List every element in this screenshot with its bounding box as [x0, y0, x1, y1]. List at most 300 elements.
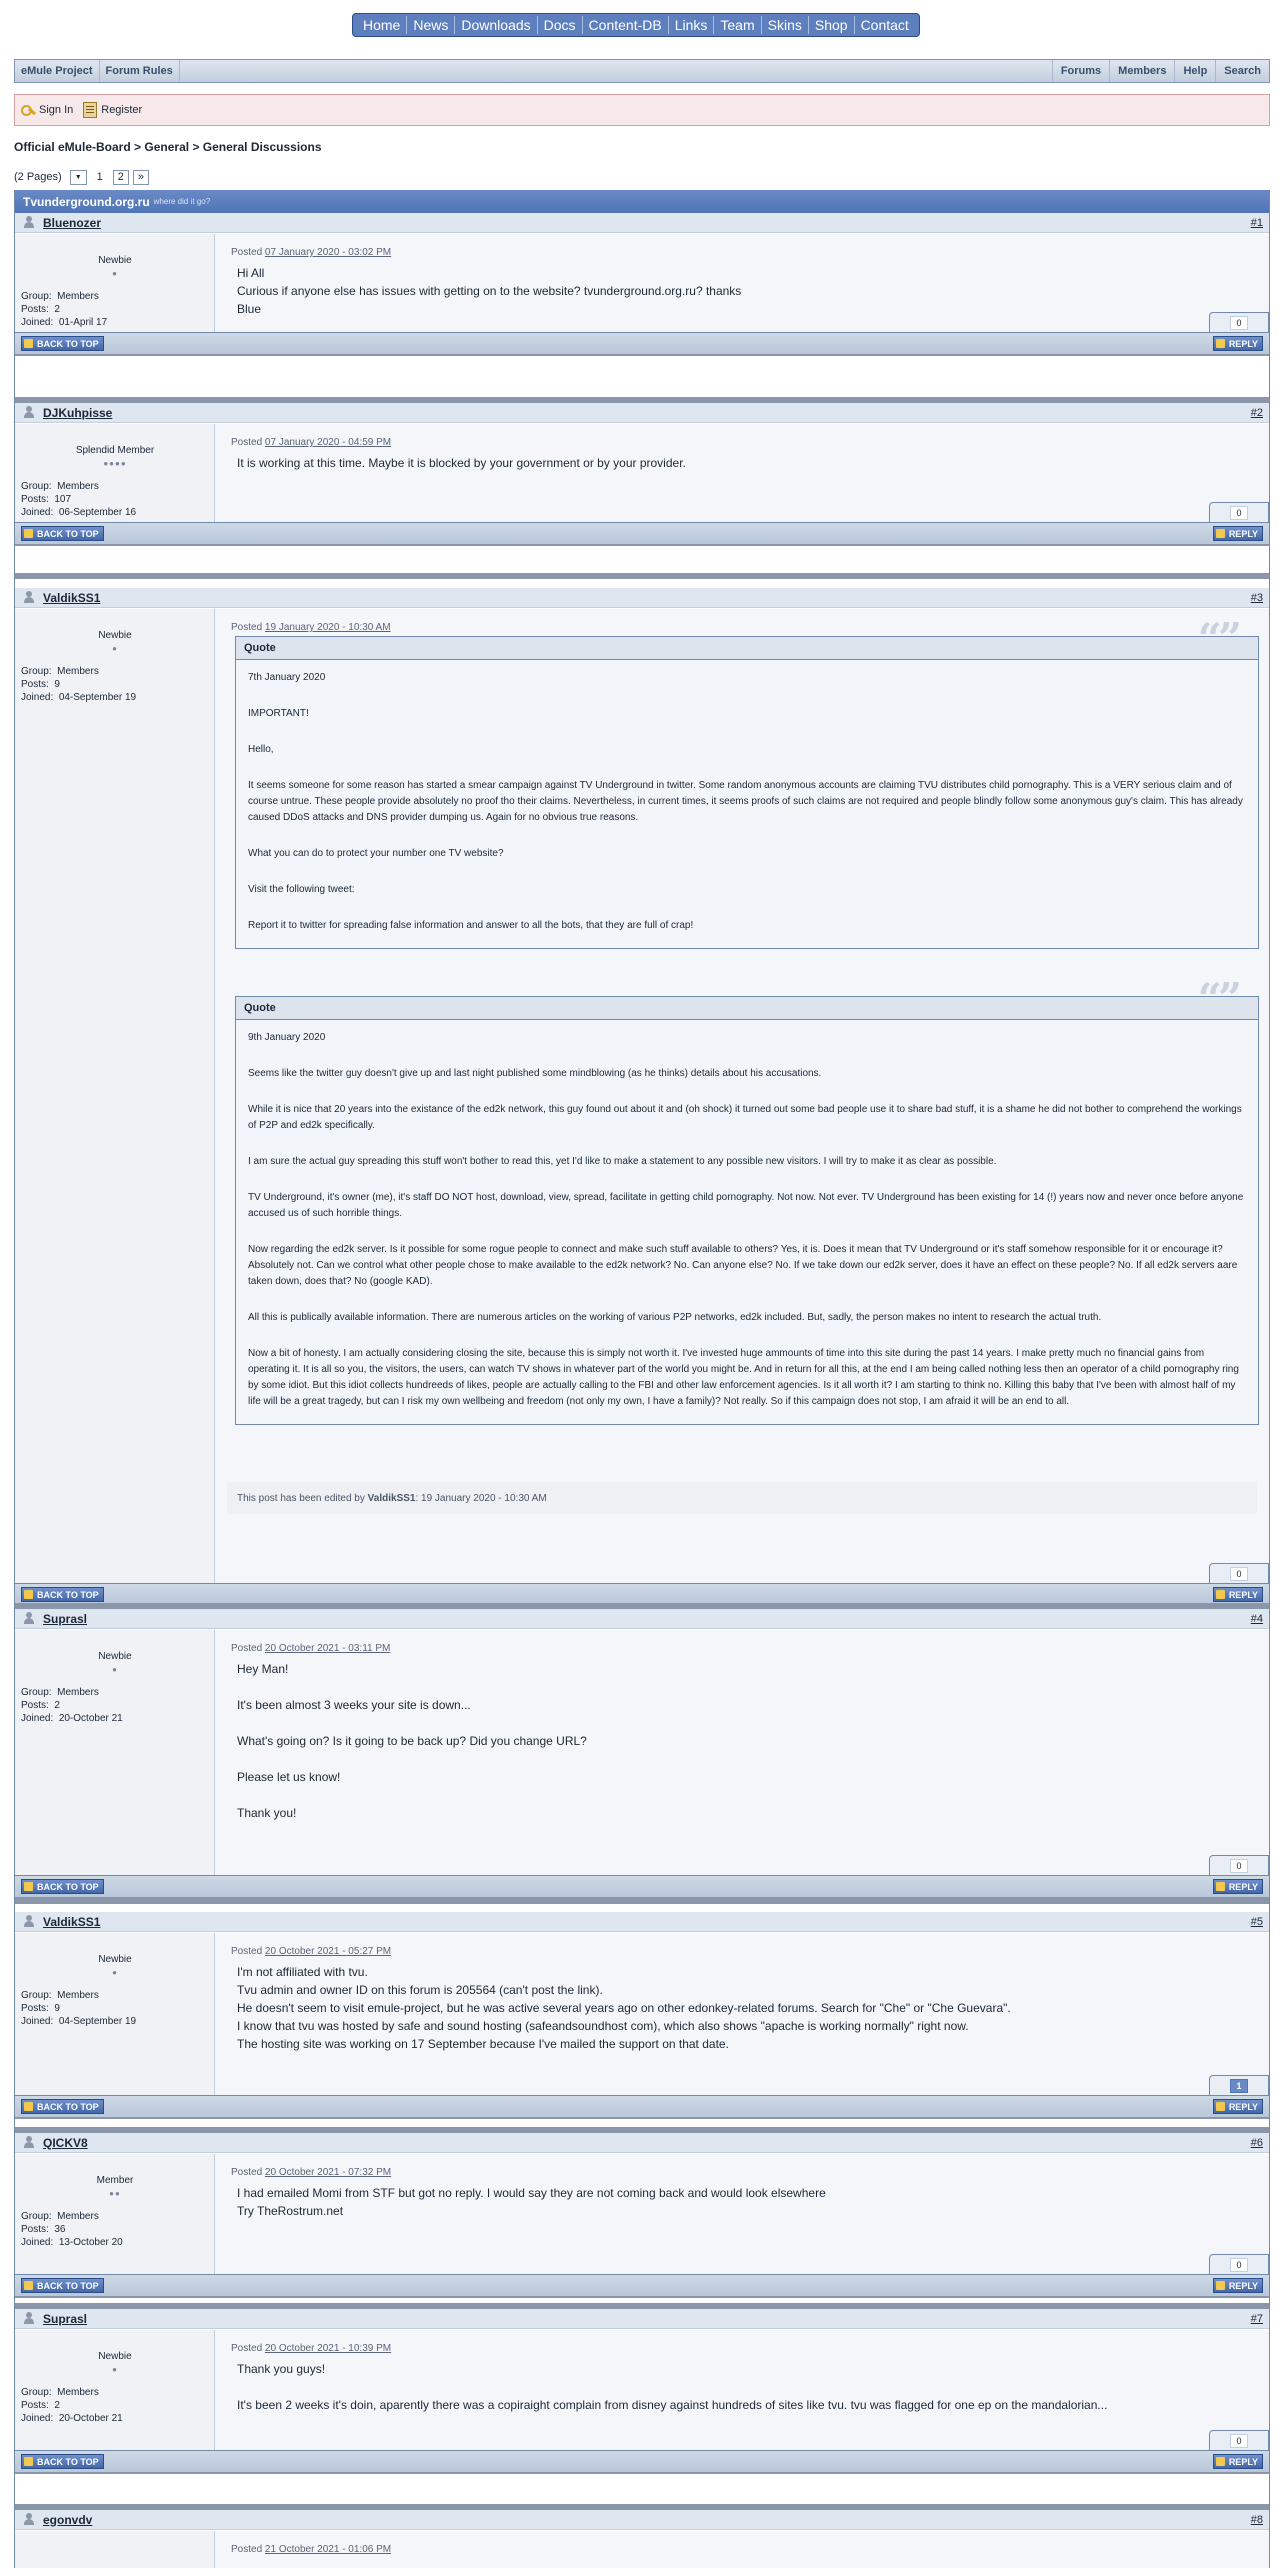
user-offline-icon	[23, 591, 35, 604]
joined-value: 13-October 20	[58, 2237, 123, 2248]
joined-label: Joined:	[21, 2413, 54, 2424]
back-to-top-button[interactable]	[21, 526, 104, 541]
quote-title: Quote	[244, 1002, 276, 1014]
author-panel	[15, 234, 215, 332]
author-panel	[15, 424, 215, 522]
group-label: Group:	[21, 291, 52, 302]
group-label: Group:	[21, 481, 52, 492]
arrow-up-icon	[24, 339, 33, 348]
reputation-box	[1209, 1563, 1269, 1583]
post-content	[215, 1933, 1269, 2095]
pagination	[14, 169, 149, 185]
arrow-up-icon	[24, 2457, 33, 2466]
post-line: I'm not affiliated with tvu.	[237, 1965, 368, 1979]
post-author[interactable]: ValdikSS1	[43, 1914, 101, 1929]
post-date-link[interactable]: 07 January 2020 - 04:59 PM	[264, 437, 392, 448]
group-label: Group:	[21, 2211, 52, 2222]
post-header	[15, 1609, 1269, 1629]
back-to-top-label: BACK TO TOP	[37, 2456, 99, 2467]
quote-icon	[1216, 1882, 1225, 1891]
post-number[interactable]: #7	[1250, 2312, 1263, 2325]
joined-label: Joined:	[21, 2016, 54, 2027]
post-author[interactable]: Suprasl	[43, 2311, 88, 2326]
posts-label: Posts:	[21, 679, 49, 690]
post-body	[15, 609, 1269, 1583]
member-rank: Splendid Member	[75, 445, 155, 456]
post-date-link[interactable]: 20 October 2021 - 10:39 PM	[264, 2343, 392, 2354]
back-to-top-label: BACK TO TOP	[37, 338, 99, 349]
posted-label: Posted	[231, 2343, 263, 2354]
quote-icon	[1216, 529, 1225, 538]
link-search[interactable]: Search	[1215, 60, 1269, 82]
post-text	[237, 454, 1257, 472]
post-text	[237, 2184, 1257, 2220]
page-link-1[interactable]: 1	[96, 171, 103, 183]
joined-value: 04-September 19	[58, 692, 137, 703]
post-date-link[interactable]: 20 October 2021 - 03:11 PM	[264, 1643, 391, 1654]
member-rank: Newbie	[98, 2351, 132, 2362]
reply-label: REPLY	[1228, 1881, 1258, 1892]
quote-icon	[1216, 1590, 1225, 1599]
back-to-top-label: BACK TO TOP	[37, 528, 99, 539]
post-content	[215, 2154, 1269, 2274]
arrow-up-icon	[24, 2281, 33, 2290]
reputation-box	[1209, 312, 1269, 332]
group-value: Members	[57, 2387, 99, 2398]
post-content	[215, 2531, 1269, 2568]
member-rank: Newbie	[98, 1651, 132, 1662]
post-date	[231, 437, 391, 448]
reply-button[interactable]	[1213, 1587, 1263, 1602]
nav-docs[interactable]: Docs	[538, 16, 583, 34]
user-offline-icon	[23, 216, 35, 229]
post-footer	[15, 522, 1269, 546]
joined-label: Joined:	[21, 1713, 54, 1724]
reply-button[interactable]	[1213, 336, 1263, 351]
posted-label: Posted	[231, 1946, 263, 1957]
author-panel	[15, 2154, 215, 2274]
quote-icon	[1216, 2281, 1225, 2290]
joined-label: Joined:	[21, 692, 54, 703]
post-body	[15, 2154, 1269, 2274]
posts-label: Posts:	[21, 304, 49, 315]
rank-pips: ●●●●	[103, 459, 127, 468]
group-value: Members	[57, 1687, 99, 1698]
post-text	[237, 1660, 1257, 1822]
group-label: Group:	[21, 1687, 52, 1698]
post-header	[15, 1912, 1269, 1932]
post-date	[231, 247, 391, 258]
author-info	[21, 290, 107, 329]
reputation-count: 0	[1230, 316, 1247, 330]
post-date-link[interactable]: 19 January 2020 - 10:30 AM	[264, 622, 391, 633]
quote-paragraph: While it is nice that 20 years into the existance of the ed2k network, this guy found out about it and (oh shock) it turned out some bad people use it to share bad stuff, it is a shame he did not bother to comprehend the workings of P2P and ed2k specifically.	[248, 1104, 1242, 1131]
post-5	[15, 1912, 1269, 2127]
post-text	[237, 1963, 1257, 2053]
post-paragraph: Hey Man!	[237, 1662, 289, 1676]
post-date-link[interactable]: 20 October 2021 - 05:27 PM	[264, 1946, 392, 1957]
reply-label: REPLY	[1228, 2280, 1258, 2291]
member-rank: Newbie	[98, 255, 132, 266]
post-body	[15, 1630, 1269, 1875]
quote-paragraph: Seems like the twitter guy doesn't give up and last night published some mindblowing (as he thinks) details about his accusations.	[248, 1068, 822, 1079]
nav-content-db[interactable]: Content-DB	[583, 16, 669, 34]
group-value: Members	[57, 291, 99, 302]
breadcrumb-board[interactable]: Official eMule-Board	[14, 140, 131, 154]
posts-value: 9	[54, 2003, 60, 2014]
post-date	[231, 1643, 390, 1654]
quote-icon	[1216, 2457, 1225, 2466]
nav-shop[interactable]: Shop	[809, 16, 855, 34]
user-offline-icon	[23, 406, 35, 419]
posts-value: 36	[54, 2224, 66, 2235]
quote-paragraph: Now regarding the ed2k server. Is it possible for some rogue people to connect and make such stuff available to others? Yes, it is. Does it mean that TV Underground or it's staff somehow responsible for it or encourage it? Absolutely not. Can we control what other people chose to make available to the ed2k network? No. Can anyone else? No. If we take down our ed2k server, does it have an effect on these people? No. If all ed2k servers aare taken down, does that? No (google KAD).	[248, 1244, 1238, 1287]
back-to-top-label: BACK TO TOP	[37, 2101, 99, 2112]
post-line: Tvu admin and owner ID on this forum is 205564 (can't post the link).	[237, 1983, 603, 1997]
post-author[interactable]: Bluenozer	[43, 215, 102, 230]
post-line: Hi All	[237, 266, 265, 280]
nav-home[interactable]: Home	[357, 16, 407, 34]
post-paragraph: Please let us know!	[237, 1770, 341, 1784]
quote-paragraph: What you can do to protect your number one TV website?	[248, 848, 504, 859]
back-to-top-button[interactable]	[21, 2099, 104, 2114]
posts-value: 2	[54, 304, 60, 315]
group-label: Group:	[21, 2387, 52, 2398]
post-line: The hosting site was working on 17 September because I've mailed the support on that date.	[237, 2037, 729, 2051]
post-line: I know that tvu was hosted by safe and sound hosting (safeandsoundhost com), which also shows "apache is working normally" right now.	[237, 2019, 969, 2033]
post-7	[15, 2309, 1269, 2479]
post-body	[15, 1933, 1269, 2095]
posts-label: Posts:	[21, 2224, 49, 2235]
edit-note-prefix: This post has been edited by	[237, 1492, 365, 1504]
quote-paragraph: Visit the following tweet:	[248, 884, 355, 895]
post-line: He doesn't seem to visit emule-project, but he was active several years ago on other edonkey-related forums. Search for "Che" or "Che Guevara".	[237, 2001, 1011, 2015]
arrow-up-icon	[24, 1882, 33, 1891]
edit-note-date: : 19 January 2020 - 10:30 AM	[415, 1492, 547, 1504]
post-date	[231, 2544, 391, 2555]
post-footer	[15, 1875, 1269, 1899]
reply-label: REPLY	[1228, 528, 1258, 539]
post-footer	[15, 2274, 1269, 2298]
post-footer	[15, 2450, 1269, 2474]
key-icon	[21, 103, 35, 117]
reputation-box	[1209, 2430, 1269, 2450]
link-emule-project[interactable]: eMule Project	[15, 60, 100, 82]
post-paragraph: What's going on? Is it going to be back up? Did you change URL?	[237, 1734, 587, 1748]
rank-pips: ●	[112, 644, 118, 653]
back-to-top-button[interactable]	[21, 2278, 104, 2293]
member-rank: Newbie	[98, 1954, 132, 1965]
back-to-top-button[interactable]	[21, 1587, 104, 1602]
rank-pips: ●	[112, 1665, 118, 1674]
post-header	[15, 2510, 1269, 2530]
breadcrumb-separator: >	[134, 140, 142, 154]
reply-button[interactable]	[1213, 1879, 1263, 1894]
author-info	[21, 480, 136, 519]
breadcrumb	[14, 140, 322, 154]
back-to-top-label: BACK TO TOP	[37, 2280, 99, 2291]
post-text	[237, 2360, 1257, 2414]
reputation-count: 0	[1230, 2258, 1247, 2272]
user-offline-icon	[23, 2513, 35, 2526]
post-content	[215, 609, 1269, 1583]
author-panel	[15, 609, 215, 1583]
member-rank: Newbie	[98, 630, 132, 641]
post-content	[215, 1630, 1269, 1875]
author-panel	[15, 1933, 215, 2095]
post-separator	[15, 573, 1269, 579]
rank-pips: ●	[112, 269, 118, 278]
author-panel	[15, 2531, 215, 2568]
post-header	[15, 2133, 1269, 2153]
posts-label: Posts:	[21, 2003, 49, 2014]
edit-note	[227, 1482, 1257, 1514]
post-4	[15, 1609, 1269, 1904]
post-1	[15, 213, 1269, 363]
joined-value: 06-September 16	[58, 507, 137, 518]
group-label: Group:	[21, 666, 52, 677]
posts-value: 9	[54, 679, 60, 690]
post-body	[15, 2531, 1269, 2568]
reply-button[interactable]	[1213, 2099, 1263, 2114]
post-date-link[interactable]: 21 October 2021 - 01:06 PM	[264, 2544, 392, 2555]
reputation-box	[1209, 1855, 1269, 1875]
reputation-box	[1209, 2075, 1269, 2095]
post-paragraph: Thank you!	[237, 1806, 297, 1820]
back-to-top-button[interactable]	[21, 336, 104, 351]
post-paragraph: It's been 2 weeks it's doin, aparently there was a copiraight complain from disney against hundreds of sites like tvu. tvu was flagged for one ep on the mandalorian...	[237, 2398, 1108, 2412]
quote-header	[236, 974, 1258, 1023]
quote-paragraph: Hello,	[248, 744, 274, 755]
post-footer	[15, 332, 1269, 356]
user-offline-icon	[23, 2136, 35, 2149]
sign-in-link[interactable]: Sign In	[39, 104, 74, 116]
post-content	[215, 2330, 1269, 2450]
topic-title: Tvunderground.org.ru	[23, 194, 150, 209]
reputation-count: 0	[1230, 1567, 1247, 1581]
joined-value: 01-April 17	[58, 317, 108, 328]
posts-label: Posts:	[21, 494, 49, 505]
reputation-count: 1	[1230, 2079, 1247, 2093]
post-header	[15, 403, 1269, 423]
group-value: Members	[57, 666, 99, 677]
post-8	[15, 2510, 1269, 2568]
back-to-top-button[interactable]	[21, 1879, 104, 1894]
quote-paragraph: TV Underground, it's owner (me), it's staff DO NOT host, download, view, spread, facilitate in getting child pornography. Not now. Not ever. TV Underground has been existing for 14 (!) years now and never once before anyone accused us of such horrible things.	[248, 1192, 1244, 1219]
page-count: (2 Pages)	[14, 171, 62, 183]
quote-paragraph: All this is publically available information. There are numerous articles on the working of various P2P networks, ed2k included. But, sadly, the person makes no intent to research the actual truth.	[248, 1312, 1102, 1323]
post-number[interactable]: #5	[1250, 1915, 1263, 1928]
rank-pips: ●●	[109, 2189, 121, 2198]
joined-value: 20-October 21	[58, 1713, 123, 1724]
nav-downloads[interactable]: Downloads	[455, 16, 537, 34]
joined-value: 04-September 19	[58, 2016, 137, 2027]
post-6	[15, 2133, 1269, 2303]
link-forums[interactable]: Forums	[1052, 60, 1109, 82]
post-footer	[15, 2095, 1269, 2119]
post-date	[231, 2343, 391, 2354]
post-paragraph: It's been almost 3 weeks your site is down...	[237, 1698, 471, 1712]
reply-button[interactable]	[1213, 526, 1263, 541]
reply-button[interactable]	[1213, 2454, 1263, 2469]
author-info	[21, 2386, 123, 2425]
author-info	[21, 1989, 136, 2028]
post-date	[231, 622, 391, 633]
link-forum-rules[interactable]: Forum Rules	[100, 60, 180, 82]
nav-team[interactable]: Team	[714, 16, 761, 34]
post-line: Curious if anyone else has issues with getting on to the website? tvunderground.org.ru? thanks	[237, 284, 742, 298]
back-to-top-label: BACK TO TOP	[37, 1589, 99, 1600]
reputation-count: 0	[1230, 2434, 1247, 2448]
back-to-top-label: BACK TO TOP	[37, 1881, 99, 1892]
post-3	[15, 588, 1269, 1613]
user-offline-icon	[23, 2312, 35, 2325]
arrow-up-icon	[24, 2102, 33, 2111]
posts-label: Posts:	[21, 1700, 49, 1711]
quote-paragraph: IMPORTANT!	[248, 708, 309, 719]
post-2	[15, 403, 1269, 553]
reply-label: REPLY	[1228, 1589, 1258, 1600]
quote-title: Quote	[244, 642, 276, 654]
post-date	[231, 2167, 391, 2178]
post-number[interactable]: #6	[1250, 2136, 1263, 2149]
group-value: Members	[57, 1990, 99, 2001]
sign-in-bar	[14, 94, 1270, 126]
reputation-box	[1209, 502, 1269, 522]
topic-header	[15, 190, 1269, 213]
post-number[interactable]: #4	[1250, 1612, 1263, 1625]
post-number[interactable]: #8	[1250, 2513, 1263, 2526]
rank-pips: ●	[112, 1968, 118, 1977]
member-rank: Member	[96, 2175, 134, 2186]
edit-note-author: ValdikSS1	[367, 1492, 416, 1504]
quote-icon	[1216, 339, 1225, 348]
nav-contact[interactable]: Contact	[860, 17, 909, 33]
reply-button[interactable]	[1213, 2278, 1263, 2293]
post-content	[215, 234, 1269, 332]
author-info	[21, 2210, 123, 2249]
author-panel	[15, 2330, 215, 2450]
page-link-2[interactable]: 2	[113, 170, 129, 185]
post-author[interactable]: DJKuhpisse	[43, 405, 113, 420]
arrow-up-icon	[24, 529, 33, 538]
posted-label: Posted	[231, 2544, 263, 2555]
group-label: Group:	[21, 1990, 52, 2001]
user-offline-icon	[23, 1915, 35, 1928]
breadcrumb-general-discussions[interactable]: General Discussions	[202, 140, 322, 154]
quote-paragraph: Report it to twitter for spreading false information and answer to all the bots, that they are full of crap!	[248, 920, 694, 931]
post-line: I had emailed Momi from STF but got no reply. I would say they are not coming back and would look elsewhere	[237, 2186, 826, 2200]
forum-toolbar	[14, 59, 1270, 83]
post-author[interactable]: Suprasl	[43, 1611, 88, 1626]
post-author[interactable]: egonvdv	[43, 2512, 93, 2527]
joined-value: 20-October 21	[58, 2413, 123, 2424]
reputation-count: 0	[1230, 506, 1247, 520]
post-body	[15, 234, 1269, 332]
reply-label: REPLY	[1228, 338, 1258, 349]
author-info	[21, 665, 136, 704]
post-header	[15, 213, 1269, 233]
posted-label: Posted	[231, 2167, 263, 2178]
joined-label: Joined:	[21, 317, 54, 328]
quote-paragraph: It seems someone for some reason has started a smear campaign against TV Underground in twitter. Some random anonymous accounts are claiming TVU distributes child pornography. This is a VERY serious claim and of course untrue. These people provide absolutely no proof tho their claims. Nevertheless, in current times, it seems proofs of such claims are not required and people blindly follow some anonymous guy's claim. This has already caused DDoS attacks and DNS provider dumping us. Again for no obvious true reasons.	[248, 780, 1243, 823]
post-separator	[15, 1898, 1269, 1904]
user-offline-icon	[23, 1612, 35, 1625]
quote-paragraph: I am sure the actual guy spreading this stuff won't bother to read this, yet I'd like to make a statement to any possible new visitors. I will try to make it as clear as possible.	[248, 1156, 997, 1167]
posted-label: Posted	[231, 247, 263, 258]
topic-description: where did it go?	[153, 197, 211, 206]
post-date-link[interactable]: 07 January 2020 - 03:02 PM	[264, 247, 392, 258]
quote-paragraph: 9th January 2020	[248, 1032, 326, 1043]
post-paragraph: Thank you guys!	[237, 2362, 326, 2376]
quote-body	[236, 660, 1258, 948]
post-date-link[interactable]: 20 October 2021 - 07:32 PM	[264, 2167, 392, 2178]
post-body	[15, 424, 1269, 522]
register-link[interactable]: Register	[101, 104, 143, 116]
posted-label: Posted	[231, 1643, 263, 1654]
posts-value: 107	[54, 494, 72, 505]
post-line: It is working at this time. Maybe it is blocked by your government or by your provider.	[237, 456, 686, 470]
quote-marks-icon: “”	[1197, 614, 1238, 663]
link-help[interactable]: Help	[1174, 60, 1215, 82]
posted-label: Posted	[231, 437, 263, 448]
post-body	[15, 2330, 1269, 2450]
topic-container	[14, 190, 1270, 2568]
post-author[interactable]: ValdikSS1	[43, 590, 101, 605]
link-members[interactable]: Members	[1109, 60, 1174, 82]
posted-label: Posted	[231, 622, 263, 633]
post-text	[237, 264, 1257, 318]
last-page-link[interactable]: »	[133, 170, 149, 185]
site-nav	[352, 13, 920, 37]
author-info	[21, 1686, 123, 1725]
breadcrumb-separator: >	[192, 140, 200, 154]
post-content	[215, 424, 1269, 522]
post-date	[231, 1946, 391, 1957]
quote-icon	[1216, 2102, 1225, 2111]
posts-value: 2	[54, 1700, 60, 1711]
quote-block	[235, 974, 1259, 1425]
quote-body	[236, 1020, 1258, 1424]
post-line: Try TheRostrum.net	[237, 2204, 344, 2218]
group-value: Members	[57, 481, 99, 492]
reply-label: REPLY	[1228, 2456, 1258, 2467]
author-panel	[15, 1630, 215, 1875]
nav-news[interactable]: News	[407, 16, 455, 34]
posts-value: 2	[54, 2400, 60, 2411]
post-number[interactable]: #2	[1250, 406, 1263, 419]
post-author[interactable]: QICKV8	[43, 2135, 88, 2150]
breadcrumb-general[interactable]: General	[144, 140, 190, 154]
page-jump-dropdown[interactable]: ▼	[70, 170, 87, 185]
joined-label: Joined:	[21, 2237, 54, 2248]
post-header	[15, 2309, 1269, 2329]
back-to-top-button[interactable]	[21, 2454, 104, 2469]
joined-label: Joined:	[21, 507, 54, 518]
reply-label: REPLY	[1228, 2101, 1258, 2112]
post-header	[15, 588, 1269, 608]
nav-links[interactable]: Links	[669, 16, 715, 34]
quote-paragraph: Now a bit of honesty. I am actually considering closing the site, because this is simply not worth it. I've invested huge ammounts of time into this site during the past 14 years. I make pretty much no financial gains from operating it. It is all so you, the visitors, the users, can watch TV shows in whatever part of the world you might be. And in return for all this, at the end I am being called nothing less then an operator of a child pornography ring by some idiot. But this idiot collects hundreeds of likes, people are actually calling to the FBI and other law enforcement agencies. Is it all worth it? I am starting to think no. Killing this baby that I've been with almost half of my life will be a great tragedy, but can I risk my own wellbeing and freedom (not only my own, I have a family)? Not really. So if this campaign does not stop, I am afraid it will be an end to all.	[248, 1348, 1239, 1407]
reputation-box	[1209, 2254, 1269, 2274]
quote-paragraph: 7th January 2020	[248, 672, 326, 683]
post-line: Blue	[237, 302, 262, 316]
post-number[interactable]: #3	[1250, 591, 1263, 604]
post-number[interactable]: #1	[1250, 216, 1263, 229]
group-value: Members	[57, 2211, 99, 2222]
nav-skins[interactable]: Skins	[762, 16, 809, 34]
register-icon	[83, 102, 97, 118]
